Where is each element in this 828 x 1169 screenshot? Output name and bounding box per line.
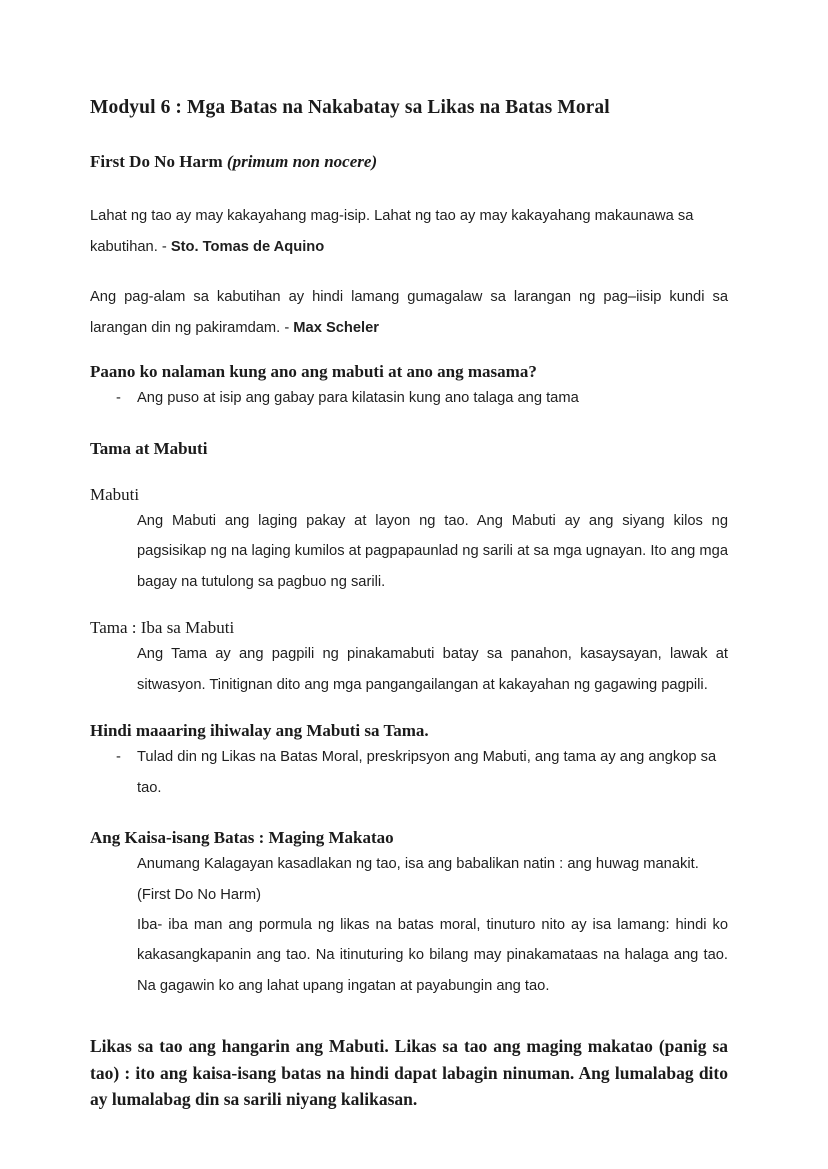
quote-paragraph-1 bbox=[90, 201, 728, 262]
quote-text-1: Lahat ng tao ay may kakayahang mag-isip. Lahat ng tao ay may kakayahang makaunawa sa kabutihan. - bbox=[90, 208, 694, 255]
principle-heading bbox=[90, 151, 728, 173]
question-heading: Paano ko nalaman kung ano ang mabuti at ano ang masama? bbox=[90, 362, 537, 382]
principle-heading-latin: (primum non nocere) bbox=[226, 152, 378, 172]
subsection-heading-unified-law: Ang Kaisa-isang Batas : Maging Makatao bbox=[90, 828, 394, 847]
subsection-heading-tama: Tama : Iba sa Mabuti bbox=[90, 618, 235, 638]
unified-law-body: Iba- iba man ang pormula ng likas na batas moral, tinuturo nito ay isa lamang: hindi ko kakasangkapanin ang tao. Na itinuturing ko bilang may pinakamataas na halaga ang tao. Na gagawin ko ang lahat upang ingatan at payabungin ang tao. bbox=[137, 916, 728, 994]
section-heading-tama-at-mabuti: Tama at Mabuti bbox=[90, 438, 208, 458]
closing-paragraph: Likas sa tao ang hangarin ang Mabuti. Likas sa tao ang maging makatao (panig sa tao) : ito ang kaisa-isang batas na hindi dapat labagin ninuman. Ang lumalabag dito ay lumalabag din sa sarili niyang kalikasan. bbox=[90, 1036, 728, 1110]
quote-paragraph-2 bbox=[90, 282, 728, 343]
subsection-body-tama: Ang Tama ay ang pagpili ng pinakamabuti batay sa panahon, kasaysayan, lawak at sitwasyon. Tinitignan dito ang mga pangangailangan at kakayahan ng gagawing pagpili. bbox=[137, 646, 728, 693]
subsection-body-mabuti: Ang Mabuti ang laging pakay at layon ng tao. Ang Mabuti ay ang siyang kilos ng pagsisikap ng na laging kumilos at pagpapaunlad ng sarili at sa mga ugnayan. Ito ang mga bagay na tutulong sa pagbuo ng sarili. bbox=[137, 512, 728, 590]
list-item bbox=[90, 383, 728, 413]
subsection-heading-mabuti: Mabuti bbox=[90, 484, 140, 504]
list-item-label: Tulad din ng Likas na Batas Moral, preskripsyon ang Mabuti, ang tama ay ang angkop sa tao. bbox=[137, 749, 717, 796]
quote-attribution-2: Max Scheler bbox=[293, 319, 380, 336]
principle-heading-main: First Do No Harm bbox=[90, 152, 227, 172]
quote-attribution-1: Sto. Tomas de Aquino bbox=[170, 238, 325, 255]
dash-bullet-marker: - bbox=[116, 749, 121, 766]
dash-bullet-marker: - bbox=[116, 390, 121, 407]
unified-law-line-1: Anumang Kalagayan kasadlakan ng tao, isa ang babalikan natin : ang huwag manakit. bbox=[137, 856, 699, 873]
list-item bbox=[90, 742, 728, 803]
unified-law-line-2-italic: (First Do No Harm) bbox=[137, 886, 262, 903]
subsection-heading-inseparable: Hindi maaaring ihiwalay ang Mabuti sa Tama. bbox=[90, 721, 429, 741]
page-title: Modyul 6 : Mga Batas na Nakabatay sa Likas na Batas Moral bbox=[90, 97, 610, 118]
quote-text-2: Ang pag-alam sa kabutihan ay hindi lamang gumagalaw sa larangan ng pag–iisip kundi sa larangan din ng pakiramdam. - bbox=[90, 289, 728, 336]
list-item-label: Ang puso at isip ang gabay para kilatasin kung ano talaga ang tama bbox=[137, 390, 579, 407]
document-content bbox=[90, 96, 728, 1113]
